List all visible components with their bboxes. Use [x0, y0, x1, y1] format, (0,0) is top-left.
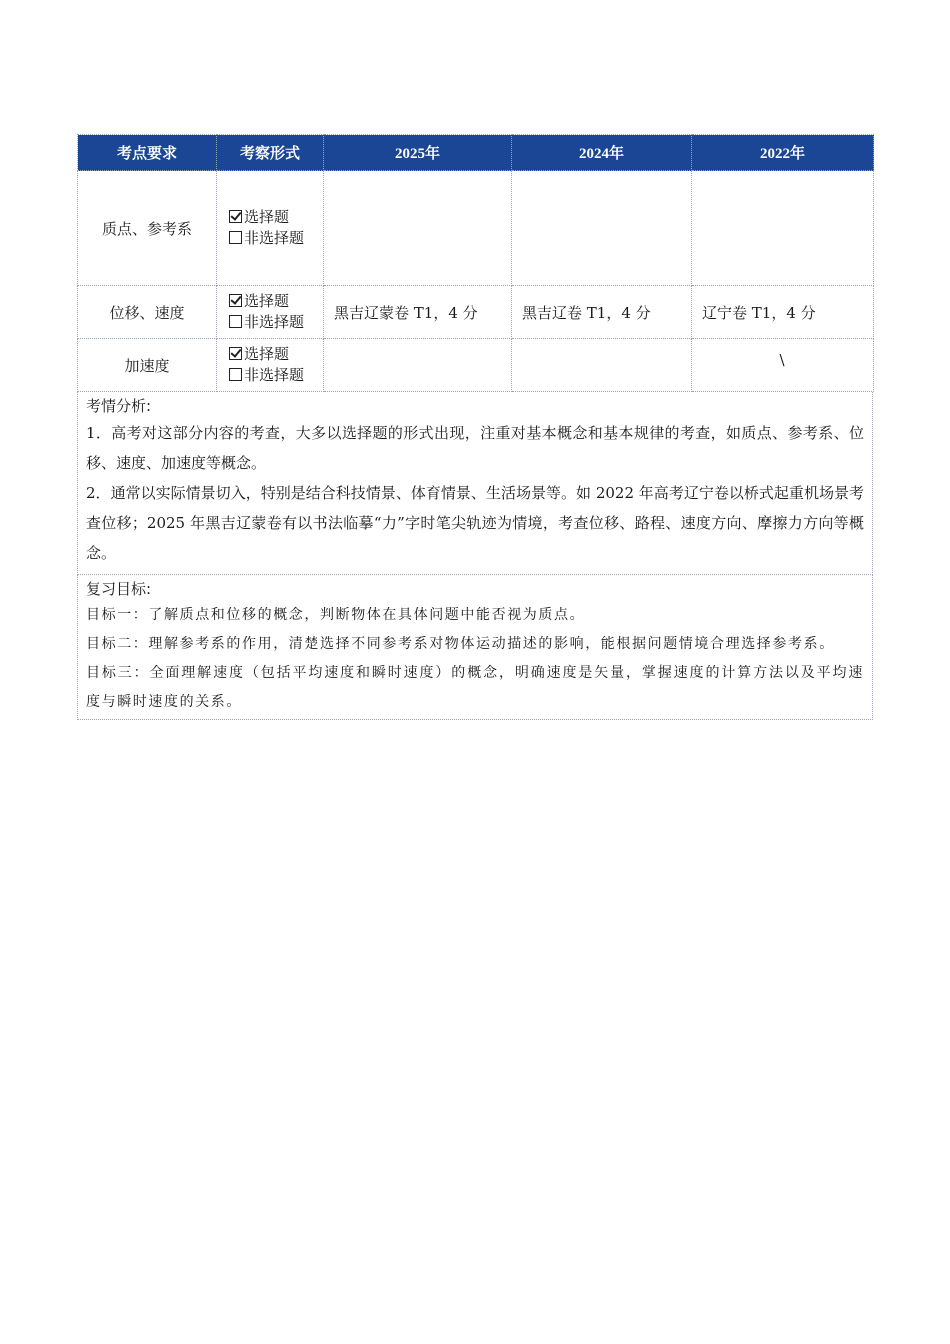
- topic-cell: 位移、速度: [78, 286, 217, 339]
- review-goal-3: 目标三：全面理解速度（包括平均速度和瞬时速度）的概念，明确速度是矢量，掌握速度的计算方法以及平均速度与瞬时速度的关系。: [86, 665, 864, 710]
- checkbox-unchecked-icon[interactable]: [229, 368, 242, 381]
- review-goal-2: 目标二：理解参考系的作用，清楚选择不同参考系对物体运动描述的影响，能根据问题情境合理选择参考系。: [86, 636, 835, 652]
- form-cell: [217, 171, 324, 286]
- review-title: 复习目标:: [86, 580, 152, 598]
- exam-points-table: [77, 134, 874, 392]
- cell-2025: [324, 171, 512, 286]
- table-header-row: [78, 135, 874, 171]
- checkbox-checked-icon[interactable]: [229, 294, 242, 307]
- analysis-paragraph-1: 1．高考对这部分内容的考查，大多以选择题的形式出现，注重对基本概念和基本规律的考查，如质点、参考系、位移、速度、加速度等概念。: [86, 424, 864, 472]
- header-2024: 2024年: [512, 135, 692, 171]
- choice-label: 选择题: [244, 292, 290, 310]
- analysis-paragraph-2: 2．通常以实际情景切入，特别是结合科技情景、体育情景、生活场景等。如 2022 年高考辽宁卷以桥式起重机场景考查位移；2025 年黑吉辽蒙卷有以书法临摹“力”字时笔尖轨迹为情境，考查位移、路程、速度方向、摩擦力方向等概念。: [86, 484, 864, 562]
- non-choice-label: 非选择题: [244, 366, 305, 384]
- choice-label: 选择题: [244, 208, 290, 226]
- cell-2024: [512, 339, 692, 392]
- header-topic: 考点要求: [78, 135, 217, 171]
- cell-2022: 辽宁卷 T1，4 分: [692, 286, 874, 339]
- checkbox-unchecked-icon[interactable]: [229, 315, 242, 328]
- exam-table-section: [77, 134, 873, 720]
- non-choice-label: 非选择题: [244, 313, 305, 331]
- non-choice-label: 非选择题: [244, 229, 305, 247]
- choice-label: 选择题: [244, 345, 290, 363]
- form-cell: [217, 286, 324, 339]
- cell-2022: [692, 171, 874, 286]
- cell-2024: [512, 171, 692, 286]
- table-row: [78, 171, 874, 286]
- header-2022: 2022年: [692, 135, 874, 171]
- table-row: [78, 339, 874, 392]
- topic-cell: 加速度: [78, 339, 217, 392]
- cell-2024: 黑吉辽卷 T1，4 分: [512, 286, 692, 339]
- table-row: [78, 286, 874, 339]
- review-section: [77, 575, 873, 720]
- header-2025: 2025年: [324, 135, 512, 171]
- cell-2025: [324, 339, 512, 392]
- header-form: 考察形式: [217, 135, 324, 171]
- form-cell: [217, 339, 324, 392]
- review-goal-1: 目标一：了解质点和位移的概念，判断物体在具体问题中能否视为质点。: [86, 607, 586, 623]
- checkbox-unchecked-icon[interactable]: [229, 231, 242, 244]
- analysis-section: [77, 392, 873, 575]
- checkbox-checked-icon[interactable]: [229, 347, 242, 360]
- cell-2022: \: [692, 339, 874, 392]
- checkbox-checked-icon[interactable]: [229, 210, 242, 223]
- cell-2025: 黑吉辽蒙卷 T1，4 分: [324, 286, 512, 339]
- analysis-title: 考情分析:: [86, 397, 152, 415]
- topic-cell: 质点、参考系: [78, 171, 217, 286]
